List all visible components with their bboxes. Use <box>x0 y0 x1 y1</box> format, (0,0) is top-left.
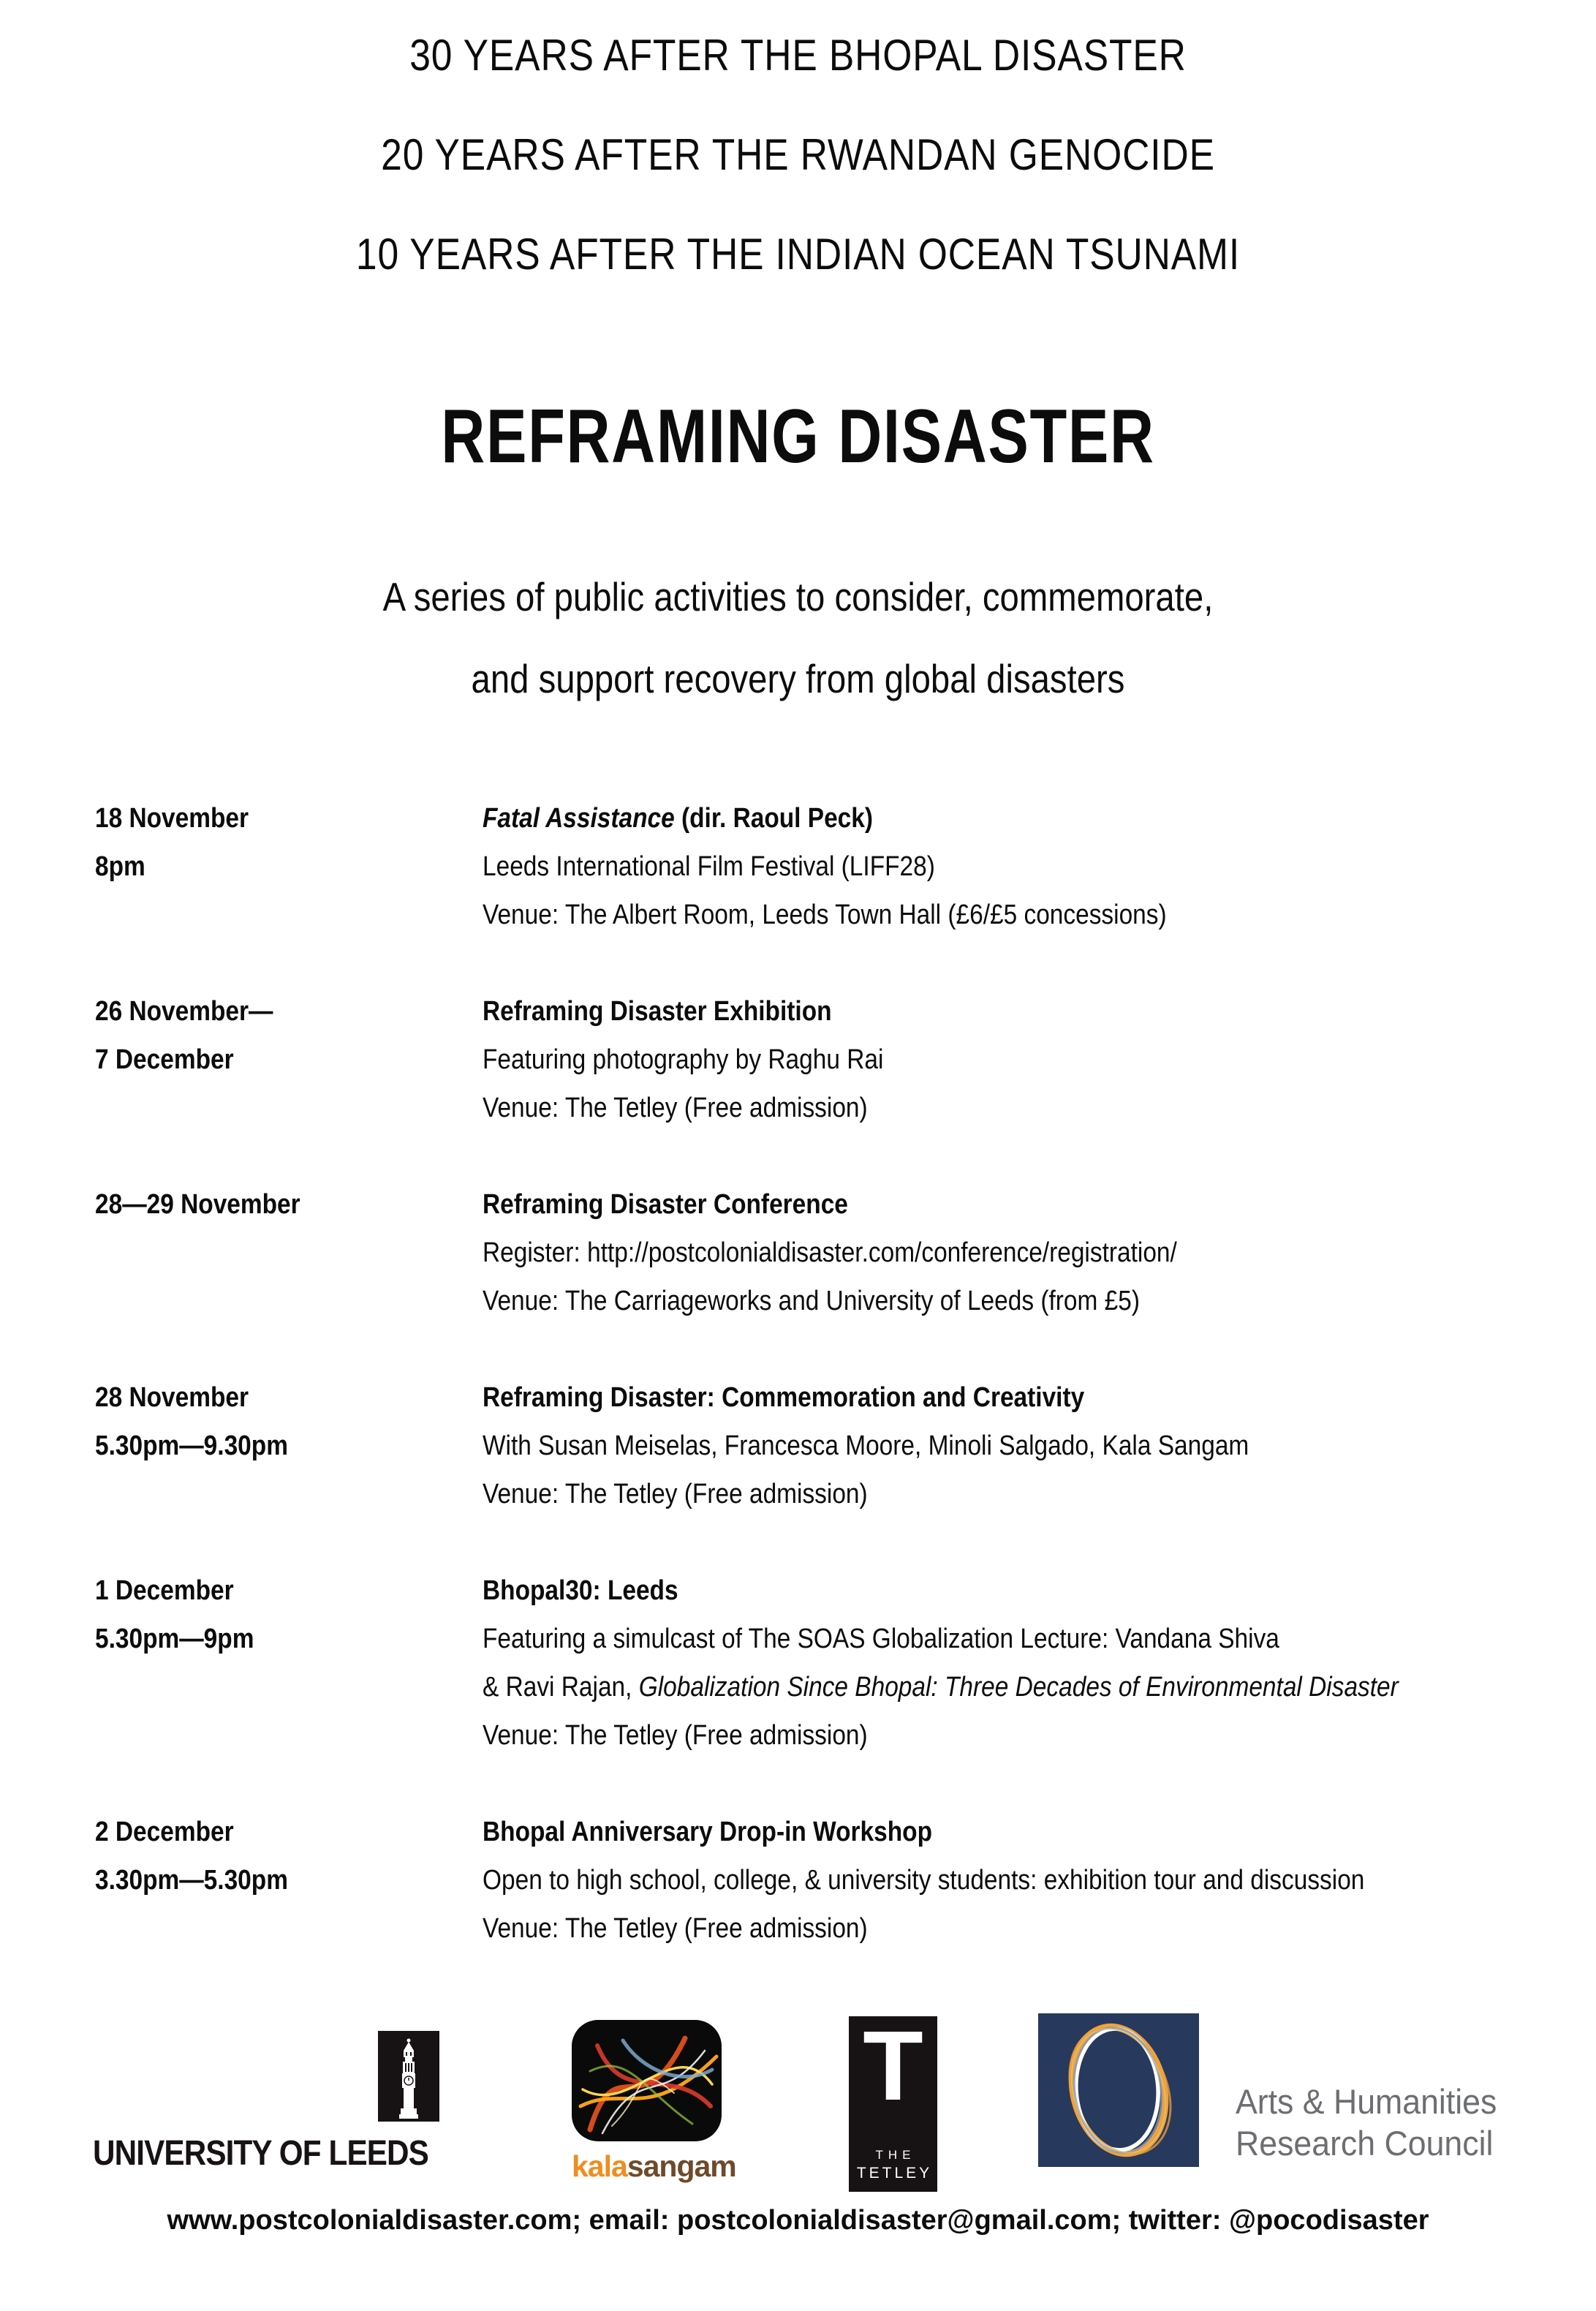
event-content <box>483 1808 1596 1953</box>
ahrc-label-line-2: Research Council <box>1236 2124 1494 2163</box>
text-segment: Reframing Disaster: Commemoration and Creativity <box>483 1382 1085 1413</box>
text-segment: Venue: The Tetley (Free admission) <box>483 1913 868 1944</box>
event-date-line: 5.30pm—9pm <box>95 1624 254 1654</box>
subtitle-line-1: A series of public activities to consider, commemorate, <box>382 574 1214 619</box>
kala-sangam-logo <box>572 2020 736 2184</box>
anniversary-line-3: 10 YEARS AFTER THE INDIAN OCEAN TSUNAMI <box>355 230 1241 279</box>
event-dates <box>95 1373 483 1518</box>
text-segment: Venue: The Tetley (Free admission) <box>483 1720 868 1751</box>
university-of-leeds-label: UNIVERSITY OF LEEDS <box>93 2134 428 2173</box>
event-detail-line <box>483 1856 1462 1904</box>
text-segment: Venue: The Tetley (Free admission) <box>483 1093 868 1123</box>
event-detail-line <box>483 1711 1462 1760</box>
event-date-line: 18 November <box>95 803 249 834</box>
event-detail-line <box>483 1904 1462 1953</box>
kala-sangam-swirl-icon <box>572 2020 722 2141</box>
event-date-line: 5.30pm—9.30pm <box>95 1430 288 1461</box>
event-content <box>483 1373 1596 1518</box>
event-row <box>0 1567 1596 1760</box>
event-row <box>0 1808 1596 1953</box>
event-date-line: 8pm <box>95 851 145 882</box>
text-segment: & Ravi Rajan, <box>483 1672 639 1703</box>
event-content <box>483 1567 1596 1760</box>
ahrc-label <box>1236 2081 1497 2164</box>
contact-line: www.postcolonialdisaster.com; email: postcolonialdisaster@gmail.com; twitter: @pocodisaster <box>167 2205 1429 2236</box>
text-segment: Bhopal Anniversary Drop-in Workshop <box>483 1817 933 1847</box>
poster-subtitle <box>0 556 1596 720</box>
text-segment: Featuring a simulcast of The SOAS Globalization Lecture: Vandana Shiva <box>483 1624 1279 1654</box>
event-date-line: 28—29 November <box>95 1189 300 1220</box>
text-segment: Venue: The Albert Room, Leeds Town Hall (£6/£5 concessions) <box>483 900 1167 930</box>
event-date-line: 7 December <box>95 1044 234 1075</box>
event-title-line <box>483 1373 1462 1422</box>
kala-word: kala <box>572 2149 627 2183</box>
event-detail-line <box>483 1229 1462 1277</box>
event-detail-line <box>483 1615 1462 1663</box>
kala-sangam-label <box>572 2149 736 2184</box>
text-segment: Venue: The Carriageworks and University of Leeds (from £5) <box>483 1286 1140 1316</box>
event-date-line: 26 November— <box>95 996 273 1027</box>
text-segment: With Susan Meiselas, Francesca Moore, Minoli Salgado, Kala Sangam <box>483 1430 1249 1461</box>
event-title-line <box>483 794 1462 842</box>
text-segment: Leeds International Film Festival (LIFF28) <box>483 851 935 882</box>
anniversary-lines <box>0 31 1596 279</box>
event-detail-line <box>483 1663 1462 1711</box>
event-detail-line <box>483 1277 1462 1325</box>
sangam-word: sangam <box>627 2149 736 2183</box>
event-title-line <box>483 1567 1462 1615</box>
event-detail-line <box>483 1036 1462 1084</box>
text-segment: Register: http://postcolonialdisaster.com/conference/registration/ <box>483 1237 1177 1268</box>
subtitle-line-2: and support recovery from global disasters <box>471 656 1125 701</box>
event-date-line: 1 December <box>95 1575 234 1606</box>
event-row <box>0 794 1596 939</box>
event-title-line <box>483 1180 1462 1229</box>
tetley-label-name: TETLEY <box>856 2165 933 2182</box>
text-segment: (dir. Raoul Peck) <box>674 803 874 834</box>
leeds-clock-tower-icon <box>378 2031 439 2122</box>
event-row <box>0 1373 1596 1518</box>
event-detail-line <box>483 1084 1462 1132</box>
event-title-line <box>483 1808 1462 1856</box>
event-detail-line <box>483 842 1462 891</box>
event-date-line: 28 November <box>95 1382 249 1413</box>
event-detail-line <box>483 891 1462 939</box>
event-date-line: 2 December <box>95 1817 234 1847</box>
event-content <box>483 1180 1596 1325</box>
anniversary-line-2: 20 YEARS AFTER THE RWANDAN GENOCIDE <box>381 130 1215 179</box>
event-row <box>0 987 1596 1132</box>
university-of-leeds-logo <box>93 2031 444 2177</box>
text-segment: Featuring photography by Raghu Rai <box>483 1044 884 1075</box>
tetley-t-icon: T <box>863 2010 923 2121</box>
event-dates <box>95 987 483 1132</box>
text-segment: Reframing Disaster Conference <box>483 1189 848 1220</box>
event-dates <box>95 1567 483 1760</box>
anniversary-line-1: 30 YEARS AFTER THE BHOPAL DISASTER <box>409 31 1187 80</box>
text-segment: Bhopal30: Leeds <box>483 1575 678 1606</box>
event-detail-line <box>483 1470 1462 1518</box>
event-dates <box>95 794 483 939</box>
text-segment: Globalization Since Bhopal: Three Decades of Environmental Disaster <box>638 1672 1399 1703</box>
events-list <box>0 794 1596 1953</box>
event-dates <box>95 1180 483 1325</box>
logo-row <box>0 2005 1596 2194</box>
text-segment: Reframing Disaster Exhibition <box>483 996 832 1027</box>
event-row <box>0 1180 1596 1325</box>
text-segment: Venue: The Tetley (Free admission) <box>483 1479 868 1509</box>
text-segment: Fatal Assistance <box>483 803 675 834</box>
the-tetley-logo <box>849 2010 937 2192</box>
event-date-line: 3.30pm—5.30pm <box>95 1865 288 1896</box>
ahrc-ring-icon <box>1038 2013 1199 2167</box>
poster-title: REFRAMING DISASTER <box>441 394 1155 479</box>
text-segment: Open to high school, college, & university students: exhibition tour and discussion <box>483 1865 1365 1896</box>
event-title-line <box>483 987 1462 1036</box>
event-detail-line <box>483 1422 1462 1470</box>
tetley-label-the: THE <box>875 2148 916 2162</box>
event-content <box>483 987 1596 1132</box>
event-dates <box>95 1808 483 1953</box>
event-content <box>483 794 1596 939</box>
ahrc-label-line-1: Arts & Humanities <box>1236 2082 1497 2121</box>
